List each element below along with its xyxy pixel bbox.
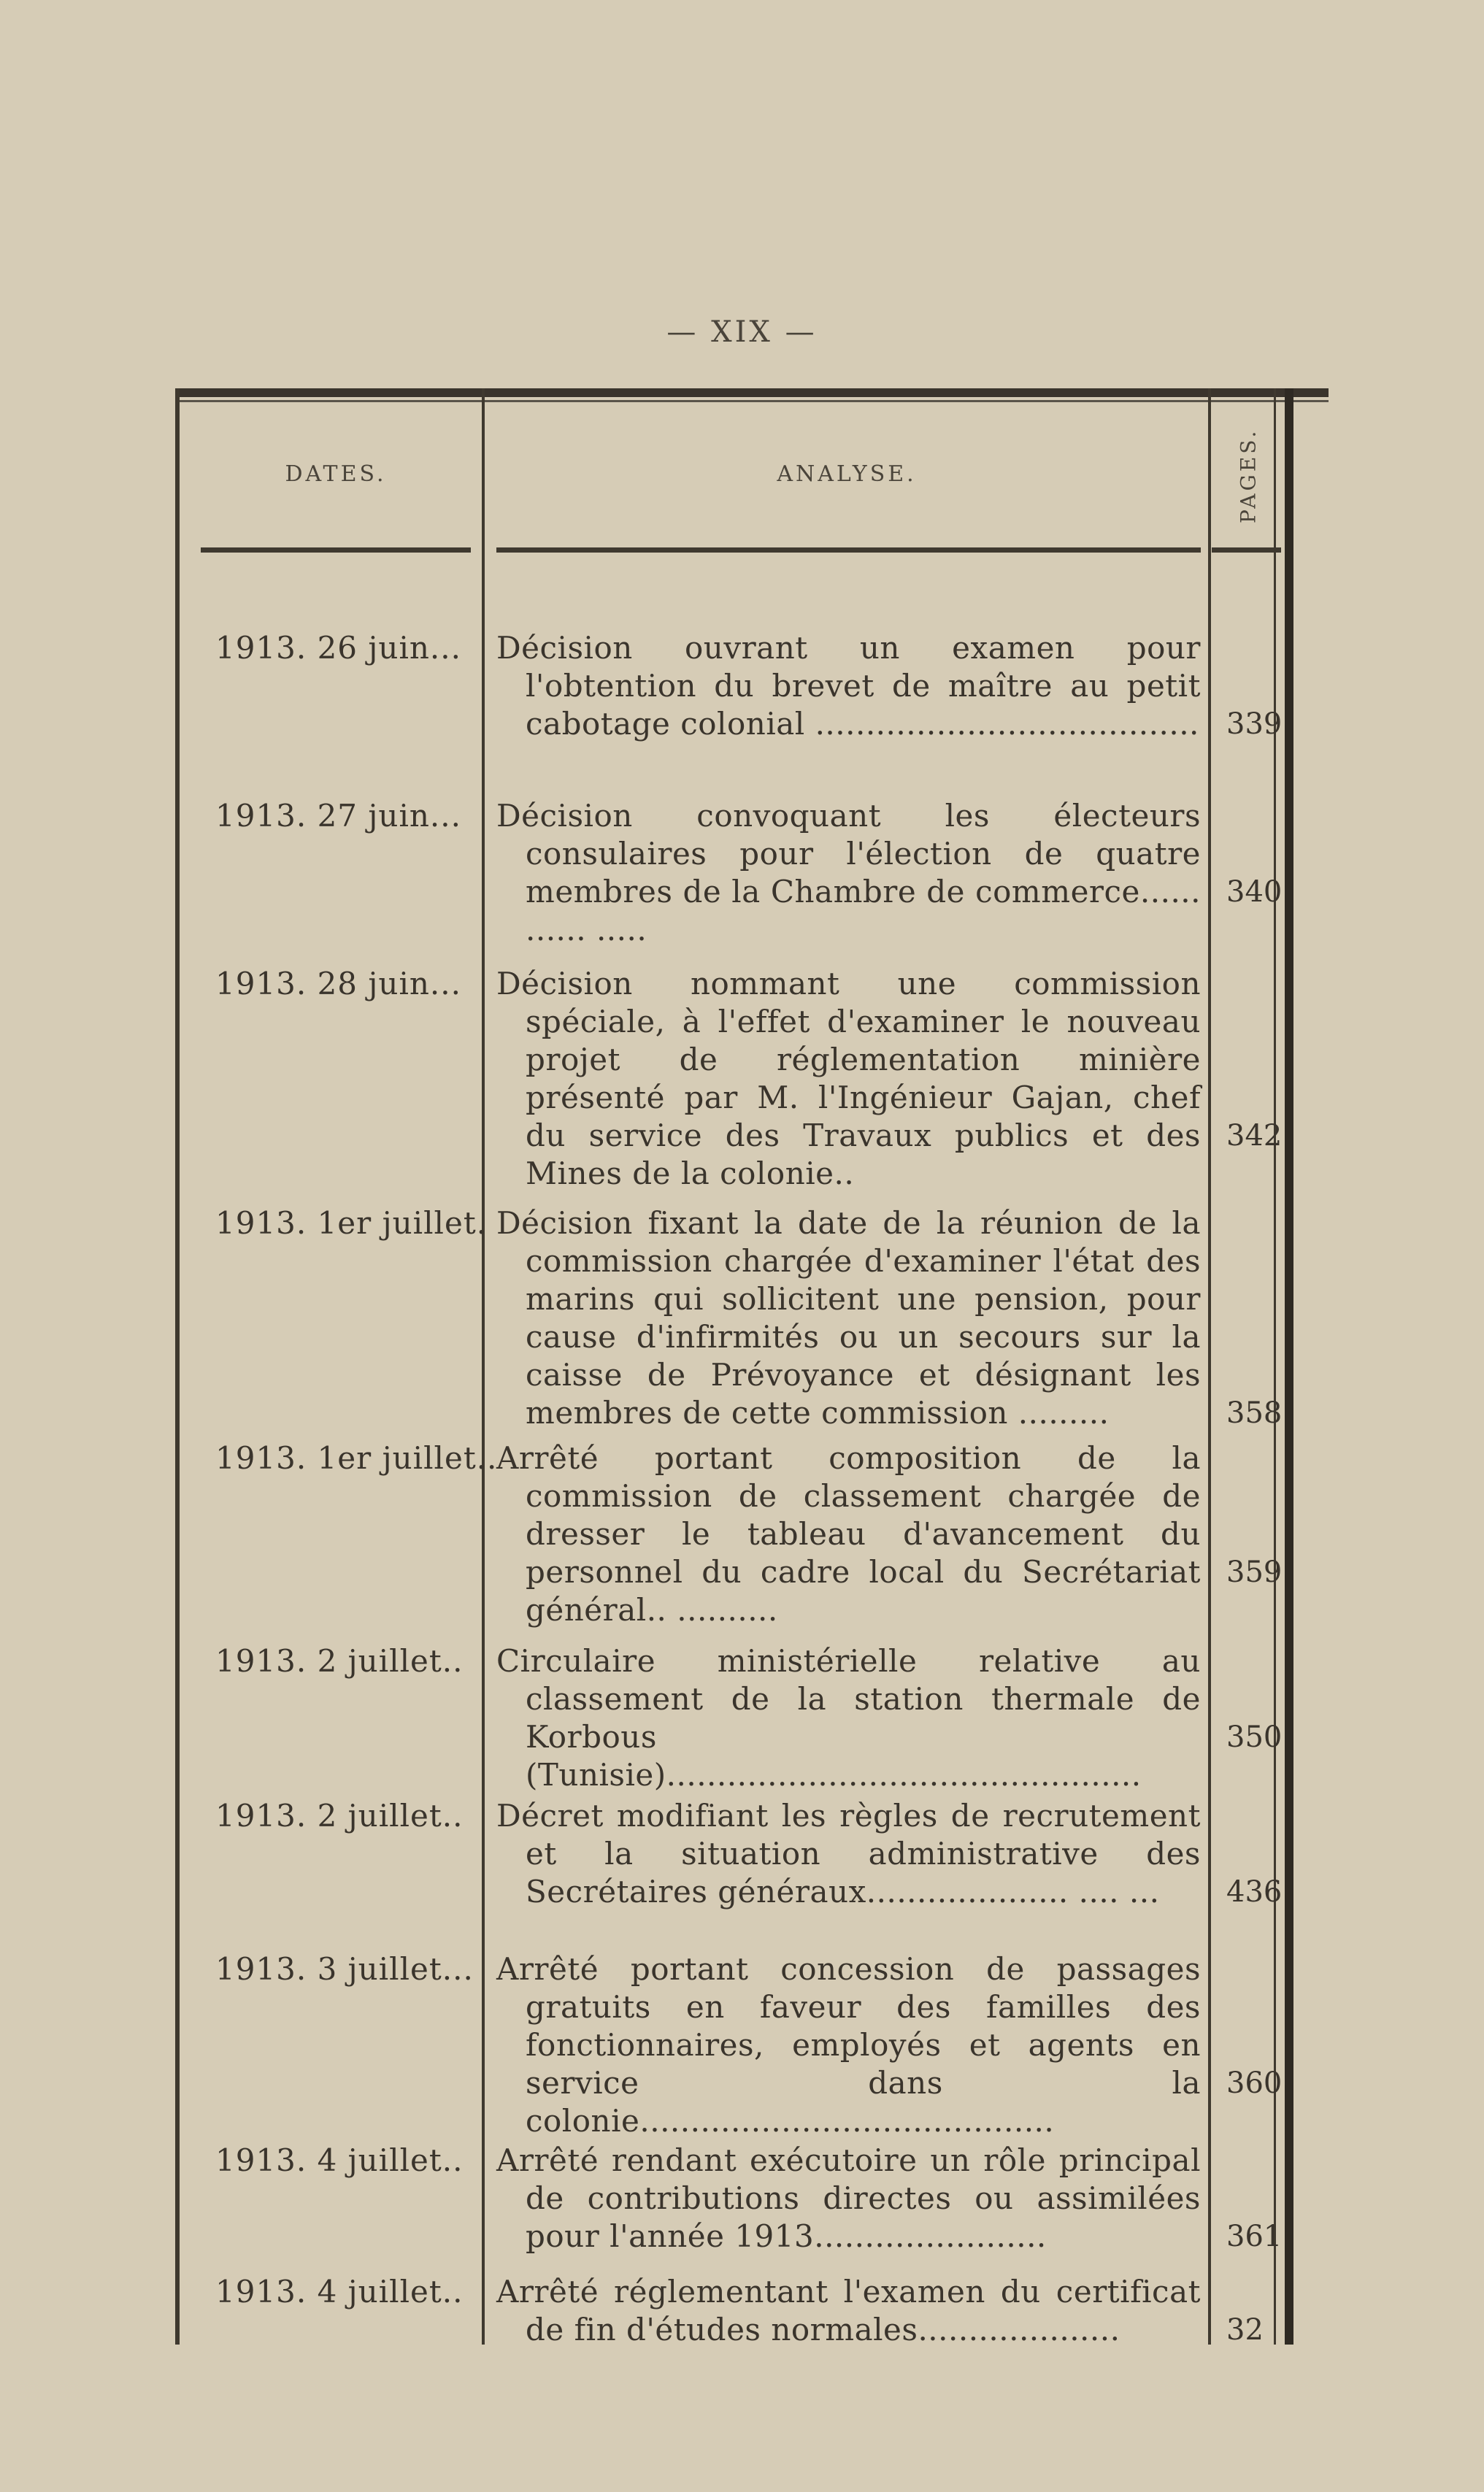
entry-date: 1913. 1er juillet.. bbox=[215, 1440, 498, 1476]
entry-analysis: Décret modifiant les règles de recrutement et la situation administrative des Secrétaires généraux.................... .... ... bbox=[496, 1798, 1201, 1910]
header-analyse: ANALYSE. bbox=[777, 461, 917, 487]
entry-date: 1913. 2 juillet.. bbox=[215, 1798, 464, 1834]
entry-page: 32 bbox=[1226, 2313, 1264, 2347]
index-table bbox=[175, 388, 1329, 2345]
entry-date: 1913. 27 juin... bbox=[215, 798, 461, 834]
entry-analysis: Décision ouvrant un examen pour l'obtention du brevet de maître au petit cabotage colonial ...................................... bbox=[496, 630, 1201, 742]
entry-page: 350 bbox=[1226, 1720, 1283, 1754]
entry-page: 340 bbox=[1226, 875, 1283, 909]
entry-date: 1913. 28 juin... bbox=[215, 966, 461, 1001]
entry-date: 1913. 4 juillet.. bbox=[215, 2274, 464, 2310]
column-divider-dates bbox=[482, 388, 485, 2345]
entry-date: 1913. 3 juillet... bbox=[215, 1951, 474, 1987]
entry-page: 342 bbox=[1226, 1119, 1283, 1153]
entry-analysis: Décision nommant une commission spéciale, à l'effet d'examiner le nouveau projet de réglementation minière présenté par M. l'Ingénieur Gajan, chef du service des Travaux publics et des Mines de la colonie.. bbox=[496, 966, 1201, 1191]
entry-analysis: Circulaire ministérielle relative au classement de la station thermale de Korbous (Tunisie)............................................... bbox=[496, 1643, 1201, 1793]
table-top-rule-thin bbox=[175, 400, 1329, 402]
entry-analysis: Arrêté portant composition de la commission de classement chargée de dresser le tableau d'avancement du personnel du cadre local du Secrétariat général.. .......... bbox=[496, 1440, 1201, 1628]
header-pages: PAGES. bbox=[1236, 428, 1261, 524]
entry-analysis: Décision convoquant les électeurs consulaires pour l'élection de quatre membres de la Chambre de commerce...... ...... ..... bbox=[496, 798, 1201, 947]
entry-analysis: Arrêté réglementant l'examen du certificat de fin d'études normales.................... bbox=[496, 2274, 1201, 2347]
entry-page: 436 bbox=[1226, 1875, 1283, 1909]
header-dates: DATES. bbox=[285, 461, 387, 487]
entry-date: 1913. 4 juillet.. bbox=[215, 2142, 464, 2178]
entry-date: 1913. 26 juin... bbox=[215, 630, 461, 666]
column-divider-analyse bbox=[1208, 388, 1211, 2345]
entry-date: 1913. 2 juillet.. bbox=[215, 1643, 464, 1679]
entry-date: 1913. 1er juillet. bbox=[215, 1205, 488, 1241]
header-rule-dates bbox=[201, 547, 471, 553]
header-rule-analyse bbox=[496, 547, 1201, 553]
table-right-border bbox=[1285, 388, 1293, 2345]
entry-page: 360 bbox=[1226, 2066, 1283, 2100]
entry-analysis: Arrêté rendant exécutoire un rôle principal de contributions directes ou assimilées pour l'année 1913....................... bbox=[496, 2142, 1201, 2254]
entry-page: 361 bbox=[1226, 2220, 1283, 2253]
entry-page: 339 bbox=[1226, 707, 1283, 741]
entry-page: 359 bbox=[1226, 1555, 1283, 1589]
page-number: — XIX — bbox=[666, 315, 818, 349]
header-rule-pages bbox=[1212, 547, 1281, 553]
entry-analysis: Arrêté portant concession de passages gratuits en faveur des familles des fonctionnaires, employés et agents en service dans la colonie......................................... bbox=[496, 1951, 1201, 2139]
entry-analysis: Décision fixant la date de la réunion de la commission chargée d'examiner l'état des marins qui sollicitent une pension, pour cause d'infirmités ou un secours sur la caisse de Prévoyance et désignant les membres de cette commission ......... bbox=[496, 1205, 1201, 1431]
table-left-border bbox=[175, 388, 180, 2345]
table-top-rule bbox=[175, 388, 1329, 397]
column-divider-inner-right bbox=[1274, 388, 1276, 2345]
entry-page: 358 bbox=[1226, 1396, 1283, 1430]
